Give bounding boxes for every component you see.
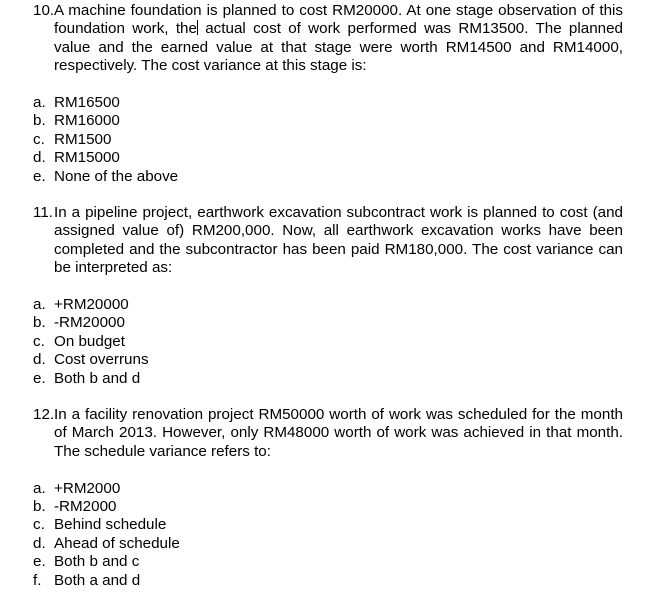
options-list	[0, 94, 659, 186]
option-text: Both b and d	[54, 369, 141, 387]
option-text: RM1500	[54, 130, 112, 148]
question-text: In a pipeline project, earthwork excavation subcontract work is planned to cost (and assigned value of) RM200,000. Now, all earthwork excavation works have been completed and the subcontractor has been paid RM180,000. The cost variance can be interpreted as:	[54, 204, 623, 277]
option-c[interactable]	[0, 333, 659, 351]
option-letter: b.	[33, 498, 46, 515]
question-stem[interactable]	[0, 2, 623, 76]
option-e[interactable]	[0, 168, 659, 186]
option-text: -RM20000	[54, 314, 125, 332]
option-text: Both a and d	[54, 571, 141, 589]
option-letter: e.	[33, 167, 46, 185]
question-text: In a facility renovation project RM50000 worth of work was scheduled for the month of March 2013. However, only RM48000 worth of work was achieved in that month. The schedule variance refers to:	[54, 406, 623, 460]
option-text: Ahead of schedule	[54, 534, 180, 552]
option-f[interactable]	[0, 572, 659, 590]
option-a[interactable]	[0, 296, 659, 314]
question-number: 11.	[33, 204, 53, 221]
option-b[interactable]	[0, 112, 659, 130]
question-11	[0, 204, 659, 388]
option-letter: d.	[33, 534, 46, 552]
option-c[interactable]	[0, 516, 659, 534]
question-10	[0, 2, 659, 186]
option-b[interactable]	[0, 498, 659, 516]
options-list	[0, 480, 659, 590]
option-letter: e.	[33, 369, 46, 387]
option-text: RM15000	[54, 149, 120, 167]
option-a[interactable]	[0, 480, 659, 498]
option-d[interactable]	[0, 351, 659, 369]
question-number: 12.	[33, 406, 55, 423]
option-letter: c.	[33, 130, 45, 148]
question-text-part: actual cost of work performed was RM13500. The planned value and the earned value at that stage were worth RM14500 and RM14000, respectively. The cost variance at this stage is:	[54, 20, 623, 75]
option-letter: c.	[33, 332, 45, 350]
option-letter: d.	[33, 149, 46, 167]
question-stem[interactable]	[0, 406, 623, 461]
option-text: +RM20000	[54, 296, 129, 314]
option-text: RM16000	[54, 112, 120, 130]
option-c[interactable]	[0, 131, 659, 149]
option-letter: f.	[33, 571, 42, 589]
option-letter: e.	[33, 553, 46, 571]
option-d[interactable]	[0, 149, 659, 167]
option-letter: b.	[33, 314, 46, 332]
option-text: Behind schedule	[54, 516, 167, 534]
option-text: -RM2000	[54, 498, 117, 515]
option-e[interactable]	[0, 553, 659, 571]
option-a[interactable]	[0, 94, 659, 112]
option-d[interactable]	[0, 535, 659, 553]
question-number: 10.	[33, 2, 55, 19]
option-text: RM16500	[54, 94, 120, 112]
option-text: Cost overruns	[54, 351, 149, 369]
option-text: None of the above	[54, 167, 179, 185]
option-letter: a.	[33, 479, 46, 497]
question-12	[0, 406, 659, 590]
option-letter: d.	[33, 351, 46, 369]
options-list	[0, 296, 659, 388]
option-letter: a.	[33, 94, 46, 112]
option-b[interactable]	[0, 314, 659, 332]
question-stem[interactable]	[0, 204, 623, 278]
option-letter: a.	[33, 296, 46, 314]
option-e[interactable]	[0, 370, 659, 388]
option-text: +RM2000	[54, 479, 121, 497]
option-text: Both b and c	[54, 553, 140, 571]
option-letter: c.	[33, 516, 45, 534]
option-letter: b.	[33, 112, 46, 130]
option-text: On budget	[54, 332, 125, 350]
question-text-part: A machine foundation is planned to cost RM20000. At one stage observation of this foundation work, the	[54, 2, 623, 38]
